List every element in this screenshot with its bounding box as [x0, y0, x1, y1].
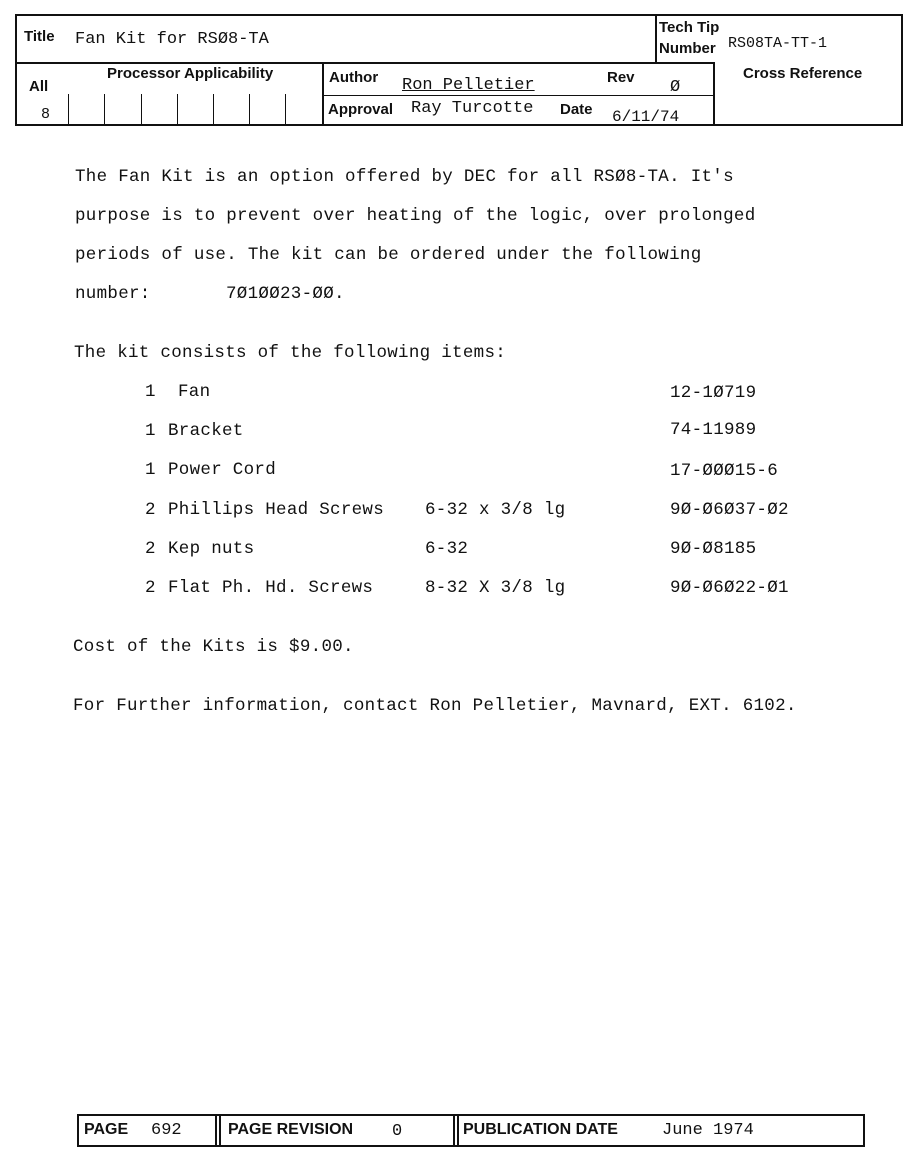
- item-part: 12-1Ø719: [670, 383, 757, 403]
- item-spec: 6-32: [425, 539, 469, 559]
- techtip-number-value: RS08TA-TT-1: [728, 35, 828, 52]
- item-name: Fan: [178, 382, 211, 402]
- author-approval-divider: [322, 95, 715, 96]
- applicability-tick: [141, 94, 142, 126]
- footer-divider: [215, 1116, 217, 1145]
- techtip-label: Tech Tip: [659, 19, 720, 36]
- intro-line-4: number:: [75, 284, 151, 304]
- item-qty: 2: [145, 500, 156, 520]
- item-spec: 8-32 X 3/8 lg: [425, 578, 566, 598]
- publication-date-value: June 1974: [662, 1121, 754, 1140]
- author-value: Ron Pelletier: [402, 76, 535, 95]
- page-revision-label: PAGE REVISION: [228, 1121, 354, 1138]
- item-qty: 1: [145, 421, 156, 441]
- item-part: 9Ø-Ø6Ø37-Ø2: [670, 500, 789, 520]
- footer-divider: [453, 1116, 455, 1145]
- cross-reference-label: Cross Reference: [743, 65, 863, 82]
- applicability-tick: [285, 94, 286, 126]
- techtip-divider: [655, 16, 657, 64]
- item-part: 9Ø-Ø6Ø22-Ø1: [670, 578, 789, 598]
- techtip-number-label: Number: [659, 40, 716, 57]
- publication-date-label: PUBLICATION DATE: [463, 1121, 618, 1138]
- page-label: PAGE: [84, 1121, 129, 1138]
- date-label: Date: [560, 101, 593, 118]
- applicability-tick: [104, 94, 105, 126]
- cost-line: Cost of the Kits is $9.00.: [73, 637, 354, 657]
- item-name: Kep nuts: [168, 539, 255, 559]
- item-name: Power Cord: [168, 460, 277, 480]
- intro-line-1: The Fan Kit is an option offered by DEC for all RSØ8-TA. It's: [75, 167, 734, 187]
- processor-author-divider: [322, 62, 324, 126]
- footer-divider: [457, 1116, 459, 1145]
- item-qty: 1: [145, 382, 156, 402]
- item-name: Bracket: [168, 421, 244, 441]
- item-qty: 1: [145, 460, 156, 480]
- applicability-tick: [249, 94, 250, 126]
- title-label: Title: [24, 28, 55, 45]
- author-label: Author: [329, 69, 379, 86]
- contact-line: For Further information, contact Ron Pelletier, Mavnard, EXT. 6102.: [73, 696, 797, 716]
- item-qty: 2: [145, 539, 156, 559]
- item-part: 74-11989: [670, 420, 757, 440]
- rev-value: Ø: [670, 78, 681, 97]
- all-label: All: [29, 78, 49, 95]
- title-row-divider: [17, 62, 715, 64]
- all-value: 8: [41, 106, 51, 123]
- applicability-tick: [177, 94, 178, 126]
- intro-line-2: purpose is to prevent over heating of the logic, over prolonged: [75, 206, 756, 226]
- processor-applicability-label: Processor Applicability: [107, 65, 274, 82]
- kit-heading: The kit consists of the following items:: [74, 343, 507, 363]
- item-spec: 6-32 x 3/8 lg: [425, 500, 566, 520]
- item-name: Phillips Head Screws: [168, 500, 385, 520]
- order-number: 7Ø1ØØ23-ØØ.: [226, 284, 345, 304]
- applicability-tick: [213, 94, 214, 126]
- approval-label: Approval: [328, 101, 394, 118]
- item-name: Flat Ph. Hd. Screws: [168, 578, 374, 598]
- date-value: 6/11/74: [612, 108, 680, 126]
- page-revision-value: 0: [392, 1122, 403, 1141]
- approval-value: Ray Turcotte: [411, 99, 534, 118]
- item-part: 9Ø-Ø8185: [670, 539, 757, 559]
- crossref-divider: [713, 62, 715, 126]
- item-qty: 2: [145, 578, 156, 598]
- applicability-tick: [68, 94, 69, 126]
- title-value: Fan Kit for RSØ8-TA: [75, 30, 269, 49]
- intro-line-3: periods of use. The kit can be ordered under the following: [75, 245, 702, 265]
- item-part: 17-ØØØ15-6: [670, 461, 779, 481]
- rev-label: Rev: [607, 69, 635, 86]
- page-value: 692: [151, 1121, 182, 1140]
- footer-divider: [219, 1116, 221, 1145]
